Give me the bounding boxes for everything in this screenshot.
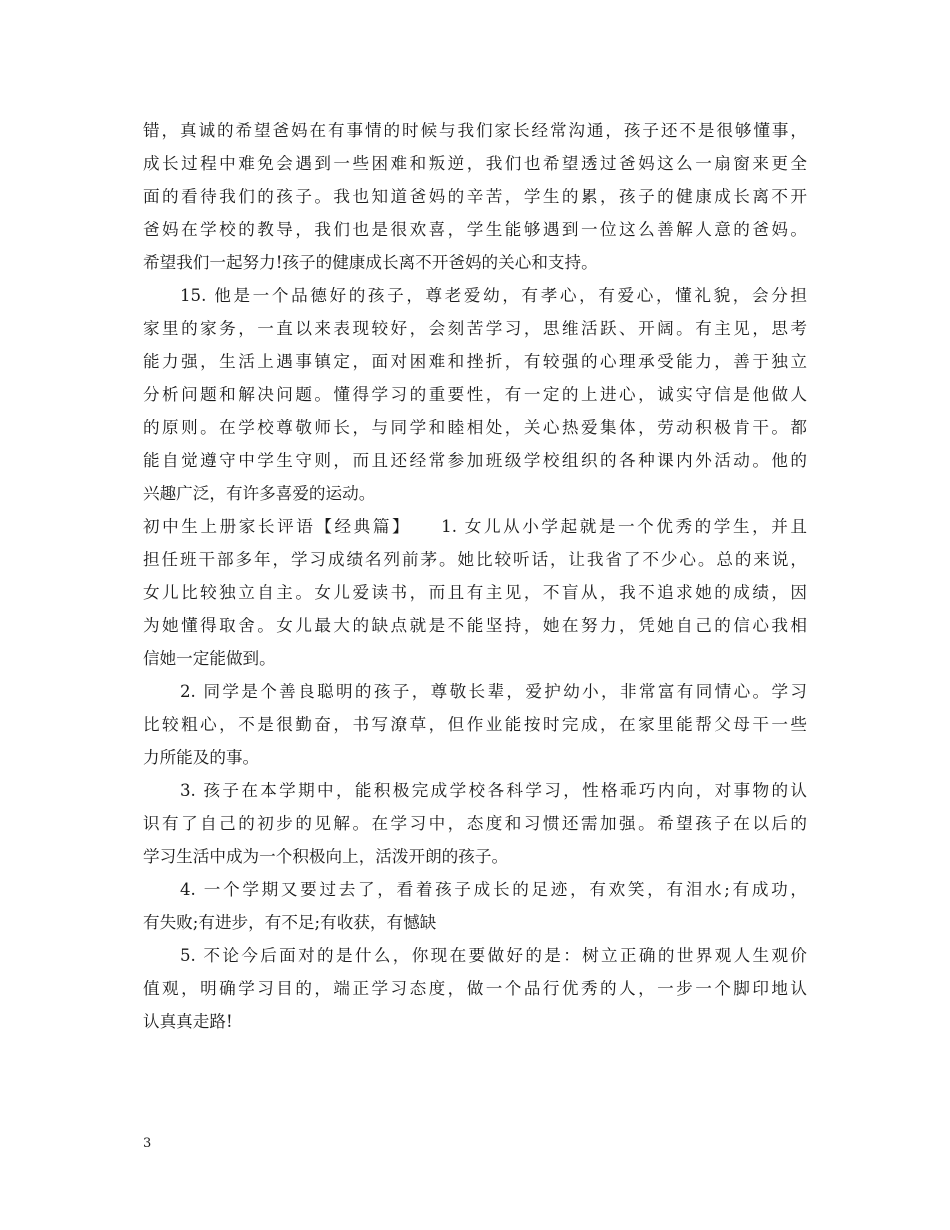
text-line: 能自觉遵守中学生守则，而且还经常参加班级学校组织的各种课内外活动。他的 — [143, 451, 807, 470]
page-number: 3 — [143, 1136, 152, 1151]
text-line: 的原则。在学校尊敬师长，与同学和睦相处，关心热爱集体，劳动积极肯干。都 — [143, 418, 807, 437]
text-line: 兴趣广泛，有许多喜爱的运动。 — [143, 484, 376, 503]
text-line: 爸妈在学校的教导，我们也是很欢喜，学生能够遇到一位这么善解人意的爸妈。 — [143, 220, 807, 239]
paragraph — [143, 939, 807, 1038]
text-line: 力所能及的事。 — [143, 748, 260, 767]
text-line: 认真真走路! — [143, 1012, 233, 1031]
paragraph — [143, 873, 807, 939]
text-line: 为她懂得取舍。女儿最大的缺点就是不能坚持，她在努力，凭她自己的信心我相 — [143, 616, 807, 635]
text-line: 能力强，生活上遇事镇定，面对困难和挫折，有较强的心理承受能力，善于独立 — [143, 352, 807, 371]
paragraph — [143, 114, 807, 279]
text-line: 女儿比较独立自主。女儿爱读书，而且有主见，不盲从，我不追求她的成绩，因 — [143, 583, 807, 602]
paragraph — [143, 510, 807, 675]
text-line: 4. 一个学期又要过去了，看着孩子成长的足迹，有欢笑，有泪水;有成功， — [180, 880, 807, 899]
text-line: 面的看待我们的孩子。我也知道爸妈的辛苦，学生的累，孩子的健康成长离不开 — [143, 187, 807, 206]
text-line: 成长过程中难免会遇到一些困难和叛逆，我们也希望透过爸妈这么一扇窗来更全 — [143, 154, 807, 173]
paragraph — [143, 774, 807, 873]
text-line: 分析问题和解决问题。懂得学习的重要性，有一定的上进心，诚实守信是他做人 — [143, 385, 807, 404]
text-line: 错，真诚的希望爸妈在有事情的时候与我们家长经常沟通，孩子还不是很够懂事， — [143, 121, 807, 140]
text-line: 3. 孩子在本学期中，能积极完成学校各科学习，性格乖巧内向，对事物的认 — [180, 781, 807, 800]
paragraph — [143, 279, 807, 510]
text-line: 希望我们一起努力!孩子的健康成长离不开爸妈的关心和支持。 — [143, 253, 598, 272]
text-line: 有失败;有进步，有不足;有收获，有憾缺 — [143, 913, 437, 932]
text-line: 识有了自己的初步的见解。在学习中，态度和习惯还需加强。希望孩子在以后的 — [143, 814, 807, 833]
text-line: 信她一定能做到。 — [143, 649, 276, 668]
text-line: 15. 他是一个品德好的孩子，尊老爱幼，有孝心，有爱心，懂礼貌，会分担 — [180, 286, 807, 305]
document-body — [143, 114, 807, 1038]
text-line: 比较粗心，不是很勤奋，书写潦草，但作业能按时完成，在家里能帮父母干一些 — [143, 715, 807, 734]
text-line: 初中生上册家长评语【经典篇】 1. 女儿从小学起就是一个优秀的学生，并且 — [143, 517, 807, 536]
text-line: 2. 同学是个善良聪明的孩子，尊敬长辈，爱护幼小，非常富有同情心。学习 — [180, 682, 807, 701]
text-line: 学习生活中成为一个积极向上，活泼开朗的孩子。 — [143, 847, 509, 866]
text-line: 5. 不论今后面对的是什么，你现在要做好的是：树立正确的世界观人生观价 — [180, 946, 807, 965]
text-line: 家里的家务，一直以来表现较好，会刻苦学习，思维活跃、开阔。有主见，思考 — [143, 319, 807, 338]
text-line: 值观，明确学习目的，端正学习态度，做一个品行优秀的人，一步一个脚印地认 — [143, 979, 807, 998]
paragraph — [143, 675, 807, 774]
text-line: 担任班干部多年，学习成绩名列前茅。她比较听话，让我省了不少心。总的来说， — [143, 550, 807, 569]
